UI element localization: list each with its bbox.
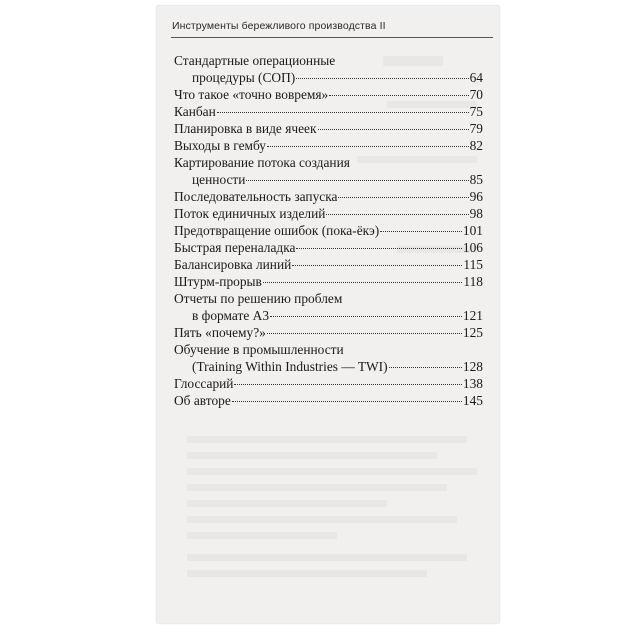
dot-leader bbox=[232, 401, 462, 402]
toc-entry[interactable] bbox=[174, 222, 483, 239]
toc-entry[interactable] bbox=[174, 256, 483, 273]
toc-entry-title: Выходы в гембу bbox=[174, 138, 266, 153]
toc-entry[interactable] bbox=[174, 52, 483, 86]
dot-leader bbox=[267, 146, 469, 147]
toc-entry[interactable] bbox=[174, 341, 483, 375]
toc-entry-title: (Training Within Industries — TWI) bbox=[192, 359, 388, 374]
toc-page-number: 128 bbox=[462, 359, 483, 374]
toc-page-number: 101 bbox=[462, 223, 483, 238]
toc-entry-line bbox=[174, 120, 483, 137]
toc-entry-line bbox=[174, 137, 483, 154]
toc-entry[interactable] bbox=[174, 290, 483, 324]
toc-entry-title: Что такое «точно вовремя» bbox=[174, 87, 329, 102]
toc-entry[interactable] bbox=[174, 188, 483, 205]
toc-entry-line bbox=[174, 188, 483, 205]
dot-leader bbox=[318, 129, 469, 130]
toc-entry[interactable] bbox=[174, 392, 483, 409]
toc-entry[interactable] bbox=[174, 324, 483, 341]
toc-entry-title: Балансировка линий bbox=[174, 257, 292, 272]
toc-entry-title: Картирование потока создания bbox=[174, 155, 350, 170]
toc-page-number: 118 bbox=[463, 274, 483, 289]
toc-entry-title: ценности bbox=[192, 172, 246, 187]
dot-leader bbox=[329, 95, 468, 96]
dot-leader bbox=[234, 384, 461, 385]
toc-page-number: 75 bbox=[469, 104, 483, 119]
toc-entry[interactable] bbox=[174, 137, 483, 154]
toc-entry-line bbox=[174, 222, 483, 239]
toc-entry-line bbox=[174, 239, 483, 256]
toc-entry[interactable] bbox=[174, 103, 483, 120]
toc-entry[interactable] bbox=[174, 205, 483, 222]
toc-entry-line bbox=[174, 358, 483, 375]
toc-page-number: 64 bbox=[469, 70, 483, 85]
toc-page-number: 70 bbox=[469, 87, 483, 102]
toc-entry-title: Планировка в виде ячеек bbox=[174, 121, 317, 136]
toc-entry-line bbox=[174, 273, 483, 290]
toc-entry-line bbox=[174, 375, 483, 392]
toc-entry-line bbox=[174, 324, 483, 341]
toc-entry-line bbox=[174, 69, 483, 86]
toc-entry-title: Глоссарий bbox=[174, 376, 234, 391]
running-header: Инструменты бережливого производства II bbox=[172, 20, 386, 32]
toc-entry-line bbox=[174, 86, 483, 103]
dot-leader bbox=[267, 333, 462, 334]
toc-entry-line bbox=[174, 256, 483, 273]
toc-page-number: 85 bbox=[469, 172, 483, 187]
dot-leader bbox=[296, 78, 468, 79]
dot-leader bbox=[246, 180, 468, 181]
toc-entry-title: Предотвращение ошибок (пока-ёкэ) bbox=[174, 223, 380, 238]
toc-entry-line bbox=[174, 103, 483, 120]
dot-leader bbox=[338, 197, 468, 198]
dot-leader bbox=[270, 316, 462, 317]
dot-leader bbox=[263, 282, 463, 283]
toc-page-number: 106 bbox=[462, 240, 483, 255]
toc-entry[interactable] bbox=[174, 239, 483, 256]
toc-entry-title: Отчеты по решению проблем bbox=[174, 291, 343, 306]
toc-page-number: 82 bbox=[469, 138, 483, 153]
toc-entry-line bbox=[174, 205, 483, 222]
toc-page-number: 145 bbox=[462, 393, 483, 408]
toc-entry-title: Об авторе bbox=[174, 393, 231, 408]
toc-entry-title: Стандартные операционные bbox=[174, 53, 336, 68]
toc-entry-title: Пять «почему?» bbox=[174, 325, 266, 340]
toc-entry-line bbox=[174, 290, 483, 307]
toc-entry-title: Канбан bbox=[174, 104, 216, 119]
toc-page-number: 79 bbox=[469, 121, 483, 136]
toc-entry-title: Быстрая переналадка bbox=[174, 240, 296, 255]
toc-entry-line bbox=[174, 154, 483, 171]
toc-entry[interactable] bbox=[174, 375, 483, 392]
book-page bbox=[157, 6, 499, 623]
toc-entry-title: Последовательность запуска bbox=[174, 189, 338, 204]
toc-entry[interactable] bbox=[174, 273, 483, 290]
toc-page-number: 115 bbox=[463, 257, 483, 272]
toc-page-number: 96 bbox=[469, 189, 483, 204]
toc-entry-line bbox=[174, 171, 483, 188]
toc-entry-title: Поток единичных изделий bbox=[174, 206, 326, 221]
toc-entry-title: Обучение в промышленности bbox=[174, 342, 344, 357]
toc-page-number: 98 bbox=[469, 206, 483, 221]
toc-entry-title: процедуры (СОП) bbox=[192, 70, 296, 85]
dot-leader bbox=[292, 265, 462, 266]
toc-page-number: 121 bbox=[462, 308, 483, 323]
dot-leader bbox=[326, 214, 468, 215]
toc-entry[interactable] bbox=[174, 120, 483, 137]
header-rule bbox=[171, 37, 493, 38]
toc-page-number: 138 bbox=[462, 376, 483, 391]
dot-leader bbox=[217, 112, 469, 113]
toc-entry-line bbox=[174, 307, 483, 324]
toc-entry-line bbox=[174, 392, 483, 409]
table-of-contents bbox=[174, 52, 483, 409]
toc-page-number: 125 bbox=[462, 325, 483, 340]
toc-entry[interactable] bbox=[174, 86, 483, 103]
toc-entry-line bbox=[174, 52, 483, 69]
dot-leader bbox=[380, 231, 462, 232]
toc-entry-title: Штурм-прорыв bbox=[174, 274, 262, 289]
toc-entry-line bbox=[174, 341, 483, 358]
toc-entry-title: в формате А3 bbox=[192, 308, 270, 323]
dot-leader bbox=[296, 248, 461, 249]
toc-entry[interactable] bbox=[174, 154, 483, 188]
dot-leader bbox=[389, 367, 462, 368]
